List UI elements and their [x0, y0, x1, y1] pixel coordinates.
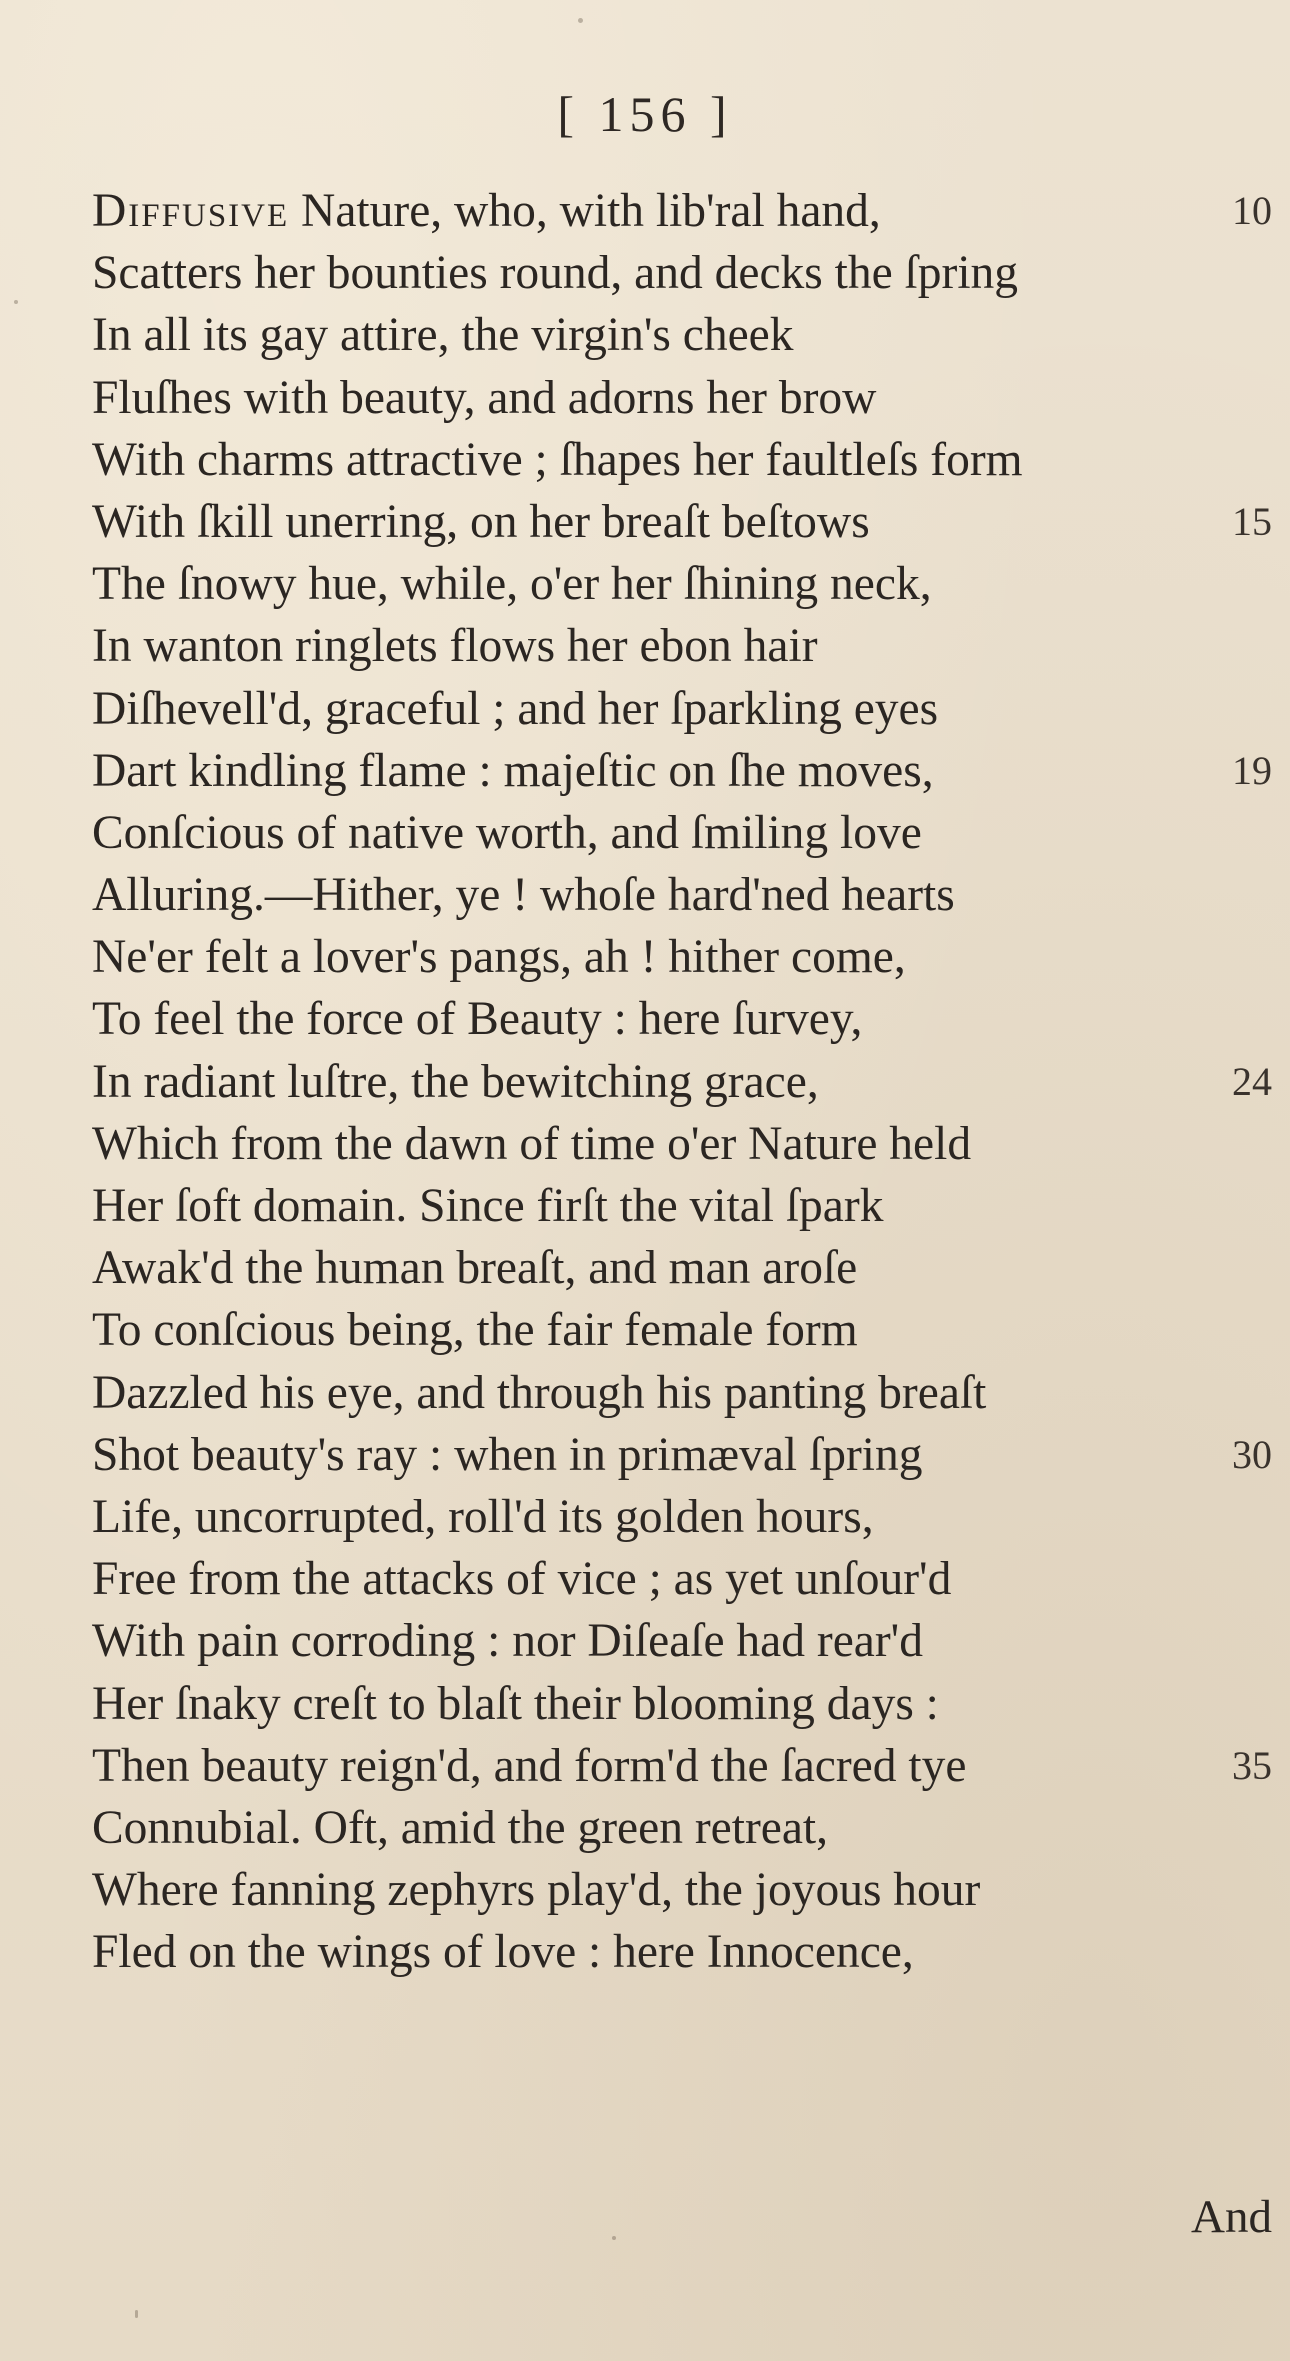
paper-speck [612, 2236, 616, 2240]
verse-line-text: To feel the force of Beauty : here ſurvey, [92, 993, 863, 1046]
verse-line [92, 740, 1272, 802]
verse-line-text: Conſcious of native worth, and ſmiling love [92, 806, 922, 859]
verse-line [92, 429, 1272, 491]
verse-line-text: Connubial. Oft, amid the green retreat, [92, 1801, 828, 1854]
verse-line-text: To conſcious being, the fair female form [92, 1304, 858, 1357]
verse-line-text: Diſhevell'd, graceful ; and her ſparkling eyes [92, 682, 939, 735]
verse-line [92, 802, 1272, 864]
verse-line [92, 1859, 1272, 1921]
verse-line [92, 1921, 1272, 1983]
verse-line [92, 242, 1272, 304]
line-number: 10 [1232, 188, 1272, 233]
verse-line-text: Alluring.—Hither, ye ! whoſe hard'ned hearts [92, 869, 955, 922]
verse-line-text: In radiant luſtre, the bewitching grace, [92, 1055, 819, 1108]
line-number: 19 [1232, 747, 1272, 793]
paper-speck [135, 2310, 138, 2318]
verse-line [92, 1051, 1272, 1113]
verse-line [92, 615, 1272, 677]
verse-line [92, 304, 1272, 366]
poem-verse [92, 180, 1272, 1983]
verse-line [92, 1548, 1272, 1610]
verse-line-text: Her ſoft domain. Since firſt the vital ſpark [92, 1180, 884, 1232]
verse-line-text: In all its gay attire, the virgin's cheek [92, 309, 794, 362]
verse-line [92, 1113, 1272, 1175]
verse-line-text: In wanton ringlets flows her ebon hair [92, 620, 818, 673]
verse-line [92, 1486, 1272, 1548]
verse-line [92, 988, 1272, 1050]
opening-word: Diffusive [92, 185, 290, 237]
line-number: 24 [1232, 1058, 1272, 1104]
verse-line-text: Awak'd the human breaſt, and man aroſe [92, 1242, 858, 1295]
verse-line-text: Scatters her bounties round, and decks the ſpring [92, 247, 1019, 300]
verse-line-text: Fluſhes with beauty, and adorns her brow [92, 371, 877, 424]
verse-line-text: Ne'er felt a lover's pangs, ah ! hither come, [92, 931, 906, 984]
paper-speck [578, 18, 583, 23]
verse-line [92, 553, 1272, 615]
verse-line-text: Which from the dawn of time o'er Nature held [92, 1117, 972, 1170]
verse-line-text: Diffusive Nature, who, with lib'ral hand, [92, 185, 881, 237]
verse-line-text: Life, uncorrupted, roll'd its golden hours, [92, 1490, 874, 1543]
verse-line [92, 1673, 1272, 1735]
verse-line-text: With charms attractive ; ſhapes her faultleſs form [92, 433, 1023, 486]
page-number: [ 156 ] [557, 86, 733, 142]
verse-line [92, 1175, 1272, 1237]
verse-line-text: Then beauty reign'd, and form'd the ſacred tye [92, 1739, 967, 1792]
verse-line [92, 491, 1272, 553]
line-number: 35 [1232, 1742, 1272, 1788]
verse-line-text: Free from the attacks of vice ; as yet unſour'd [92, 1553, 952, 1606]
line-number: 30 [1232, 1431, 1272, 1477]
verse-line [92, 864, 1272, 926]
verse-line [92, 678, 1272, 740]
verse-line-text: With pain corroding : nor Diſeaſe had rear'd [92, 1615, 923, 1668]
verse-line [92, 1610, 1272, 1672]
verse-line [92, 926, 1272, 988]
verse-line-text: Fled on the wings of love : here Innocence, [92, 1926, 914, 1979]
verse-line [92, 367, 1272, 429]
catchword: And [1191, 2191, 1272, 2243]
verse-line [92, 1735, 1272, 1797]
verse-line-text: Dazzled his eye, and through his panting breaſt [92, 1366, 987, 1419]
verse-line [92, 180, 1272, 242]
verse-line [92, 1237, 1272, 1299]
verse-line-text: The ſnowy hue, while, o'er her ſhining neck, [92, 558, 932, 611]
verse-line-text: Dart kindling flame : majeſtic on ſhe moves, [92, 744, 934, 797]
paper-speck [14, 300, 18, 304]
verse-line-text: Shot beauty's ray : when in primæval ſpring [92, 1428, 923, 1481]
verse-line-text: Her ſnaky creſt to blaſt their blooming days : [92, 1677, 939, 1730]
verse-line [92, 1299, 1272, 1361]
verse-line-text: With ſkill unerring, on her breaſt beſtows [92, 495, 870, 548]
verse-line [92, 1362, 1272, 1424]
verse-line-text: Where fanning zephyrs play'd, the joyous hour [92, 1864, 981, 1917]
verse-line [92, 1797, 1272, 1859]
verse-line [92, 1424, 1272, 1486]
line-number: 15 [1232, 498, 1272, 544]
